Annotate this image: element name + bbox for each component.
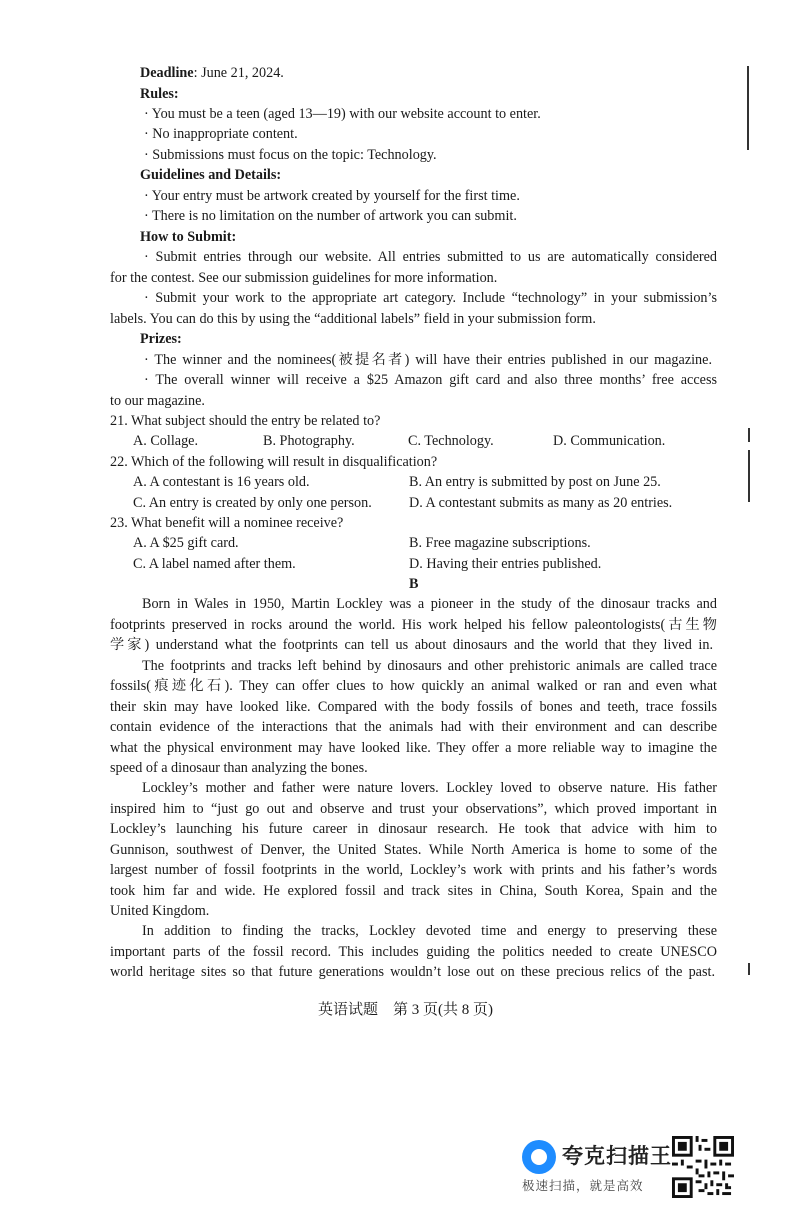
passage-line: United Kingdom. — [110, 903, 210, 919]
submit-text: for the contest. See our submission guidelines for more information. — [110, 270, 498, 286]
scan-mark — [747, 66, 749, 150]
passage-line: speed of a dinosaur than analyzing the bones. — [110, 760, 368, 776]
passage-line: world heritage sites so that future generations wouldn’t lose out on these precious relics of the past. — [110, 964, 715, 980]
passage-line: Lockley’s launching his future career in dinosaur research. He took that advice with him to — [110, 821, 717, 837]
passage-line: Born in Wales in 1950, Martin Lockley was a pioneer in the study of the dinosaur tracks and — [142, 596, 717, 612]
rule-item: · Submissions must focus on the topic: Technology. — [144, 147, 437, 163]
question-stem: 21. What subject should the entry be related to? — [110, 413, 381, 429]
rule-item: · You must be a teen (aged 13—19) with our website account to enter. — [144, 106, 541, 122]
passage-line: In addition to finding the tracks, Lockley devoted time and energy to preserving these — [142, 923, 717, 939]
passage-line: their skin may have looked like. Compared with the body fossils of bones and teeth, trace fossils — [110, 699, 717, 715]
passage-line: Gunnison, southwest of Denver, the United States. While North America is home to some of the — [110, 842, 717, 858]
guideline-item: · Your entry must be artwork created by yourself for the first time. — [144, 188, 520, 204]
option-d: D. A contestant submits as many as 20 entries. — [409, 495, 673, 511]
option-c: C. An entry is created by only one person. — [133, 495, 372, 511]
submit-text: · Submit your work to the appropriate art category. Include “technology” in your submission’s — [144, 290, 717, 306]
option-c: C. Technology. — [408, 433, 494, 449]
option-b: B. Photography. — [263, 433, 355, 449]
scan-mark — [748, 450, 750, 502]
passage-line: fossils(痕迹化石). They can offer clues to how quickly an animal walked or ran and even what — [110, 678, 717, 694]
deadline-line — [140, 63, 284, 83]
qr-code-icon — [672, 1136, 734, 1198]
deadline-label: Deadline — [140, 65, 194, 81]
scan-mark — [748, 428, 750, 442]
passage-label: B — [409, 576, 419, 592]
option-a: A. A contestant is 16 years old. — [133, 474, 310, 490]
passage-line: largest number of fossil footprints in the world, Lockley’s work with prints and his father’s words — [110, 862, 717, 878]
passage-line: important parts of the fossil record. This includes guiding the politics needed to create UNESCO — [110, 944, 717, 960]
question-stem: 23. What benefit will a nominee receive? — [110, 515, 344, 531]
scanner-logo-icon — [522, 1140, 556, 1174]
submit-heading: How to Submit: — [140, 229, 237, 245]
option-c: C. A label named after them. — [133, 556, 296, 572]
prizes-text: to our magazine. — [110, 393, 205, 409]
option-d: D. Communication. — [553, 433, 666, 449]
guidelines-heading: Guidelines and Details: — [140, 167, 282, 183]
submit-text: · Submit entries through our website. All entries submitted to us are automatically considered — [144, 249, 717, 265]
submit-text: labels. You can do this by using the “additional labels” field in your submission form. — [110, 311, 596, 327]
passage-line: contain evidence of the interactions that the animals had with their environment and can describe — [110, 719, 717, 735]
scan-mark — [748, 963, 750, 975]
prizes-text: · The overall winner will receive a $25 Amazon gift card and also three months’ free access — [144, 372, 717, 388]
question-stem: 22. Which of the following will result in disqualification? — [110, 454, 438, 470]
scanner-watermark — [522, 1136, 737, 1196]
passage-line: The footprints and tracks left behind by dinosaurs and other prehistoric animals are called trace — [142, 658, 717, 674]
deadline-value: : June 21, 2024. — [193, 65, 284, 81]
rule-item: · No inappropriate content. — [144, 126, 298, 142]
passage-line: footprints preserved in rocks around the world. His work helped his fellow paleontologists(古生物 — [110, 617, 717, 633]
option-d: D. Having their entries published. — [409, 556, 602, 572]
passage-line: what the physical environment may have looked like. They offer a more reliable way to imagine the — [110, 740, 717, 756]
option-a: A. Collage. — [133, 433, 199, 449]
option-a: A. A $25 gift card. — [133, 535, 239, 551]
guideline-item: · There is no limitation on the number of artwork you can submit. — [144, 208, 517, 224]
prizes-text: · The winner and the nominees(被提名者) will have their entries published in our magazine. — [144, 352, 712, 368]
prizes-heading: Prizes: — [140, 331, 182, 347]
option-b: B. Free magazine subscriptions. — [409, 535, 591, 551]
option-b: B. An entry is submitted by post on June 25. — [409, 474, 661, 490]
passage-line: took him far and wide. He explored fossil and track sites in China, South Korea, Spain and the — [110, 883, 717, 899]
passage-line: inspired him to “just go out and observe and trust your observations”, which proved important in — [110, 801, 717, 817]
rules-heading: Rules: — [140, 86, 179, 102]
scanner-slogan: 极速扫描，就是高效 — [522, 1178, 644, 1193]
page-footer: 英语试题 第 3 页(共 8 页) — [318, 1002, 493, 1018]
passage-line: 学家) understand what the footprints can tell us about dinosaurs and the world that they lived in. — [110, 637, 713, 653]
passage-line: Lockley’s mother and father were nature lovers. Lockley loved to observe nature. His father — [142, 780, 717, 796]
scanner-brand: 夸克扫描王 — [562, 1144, 672, 1168]
